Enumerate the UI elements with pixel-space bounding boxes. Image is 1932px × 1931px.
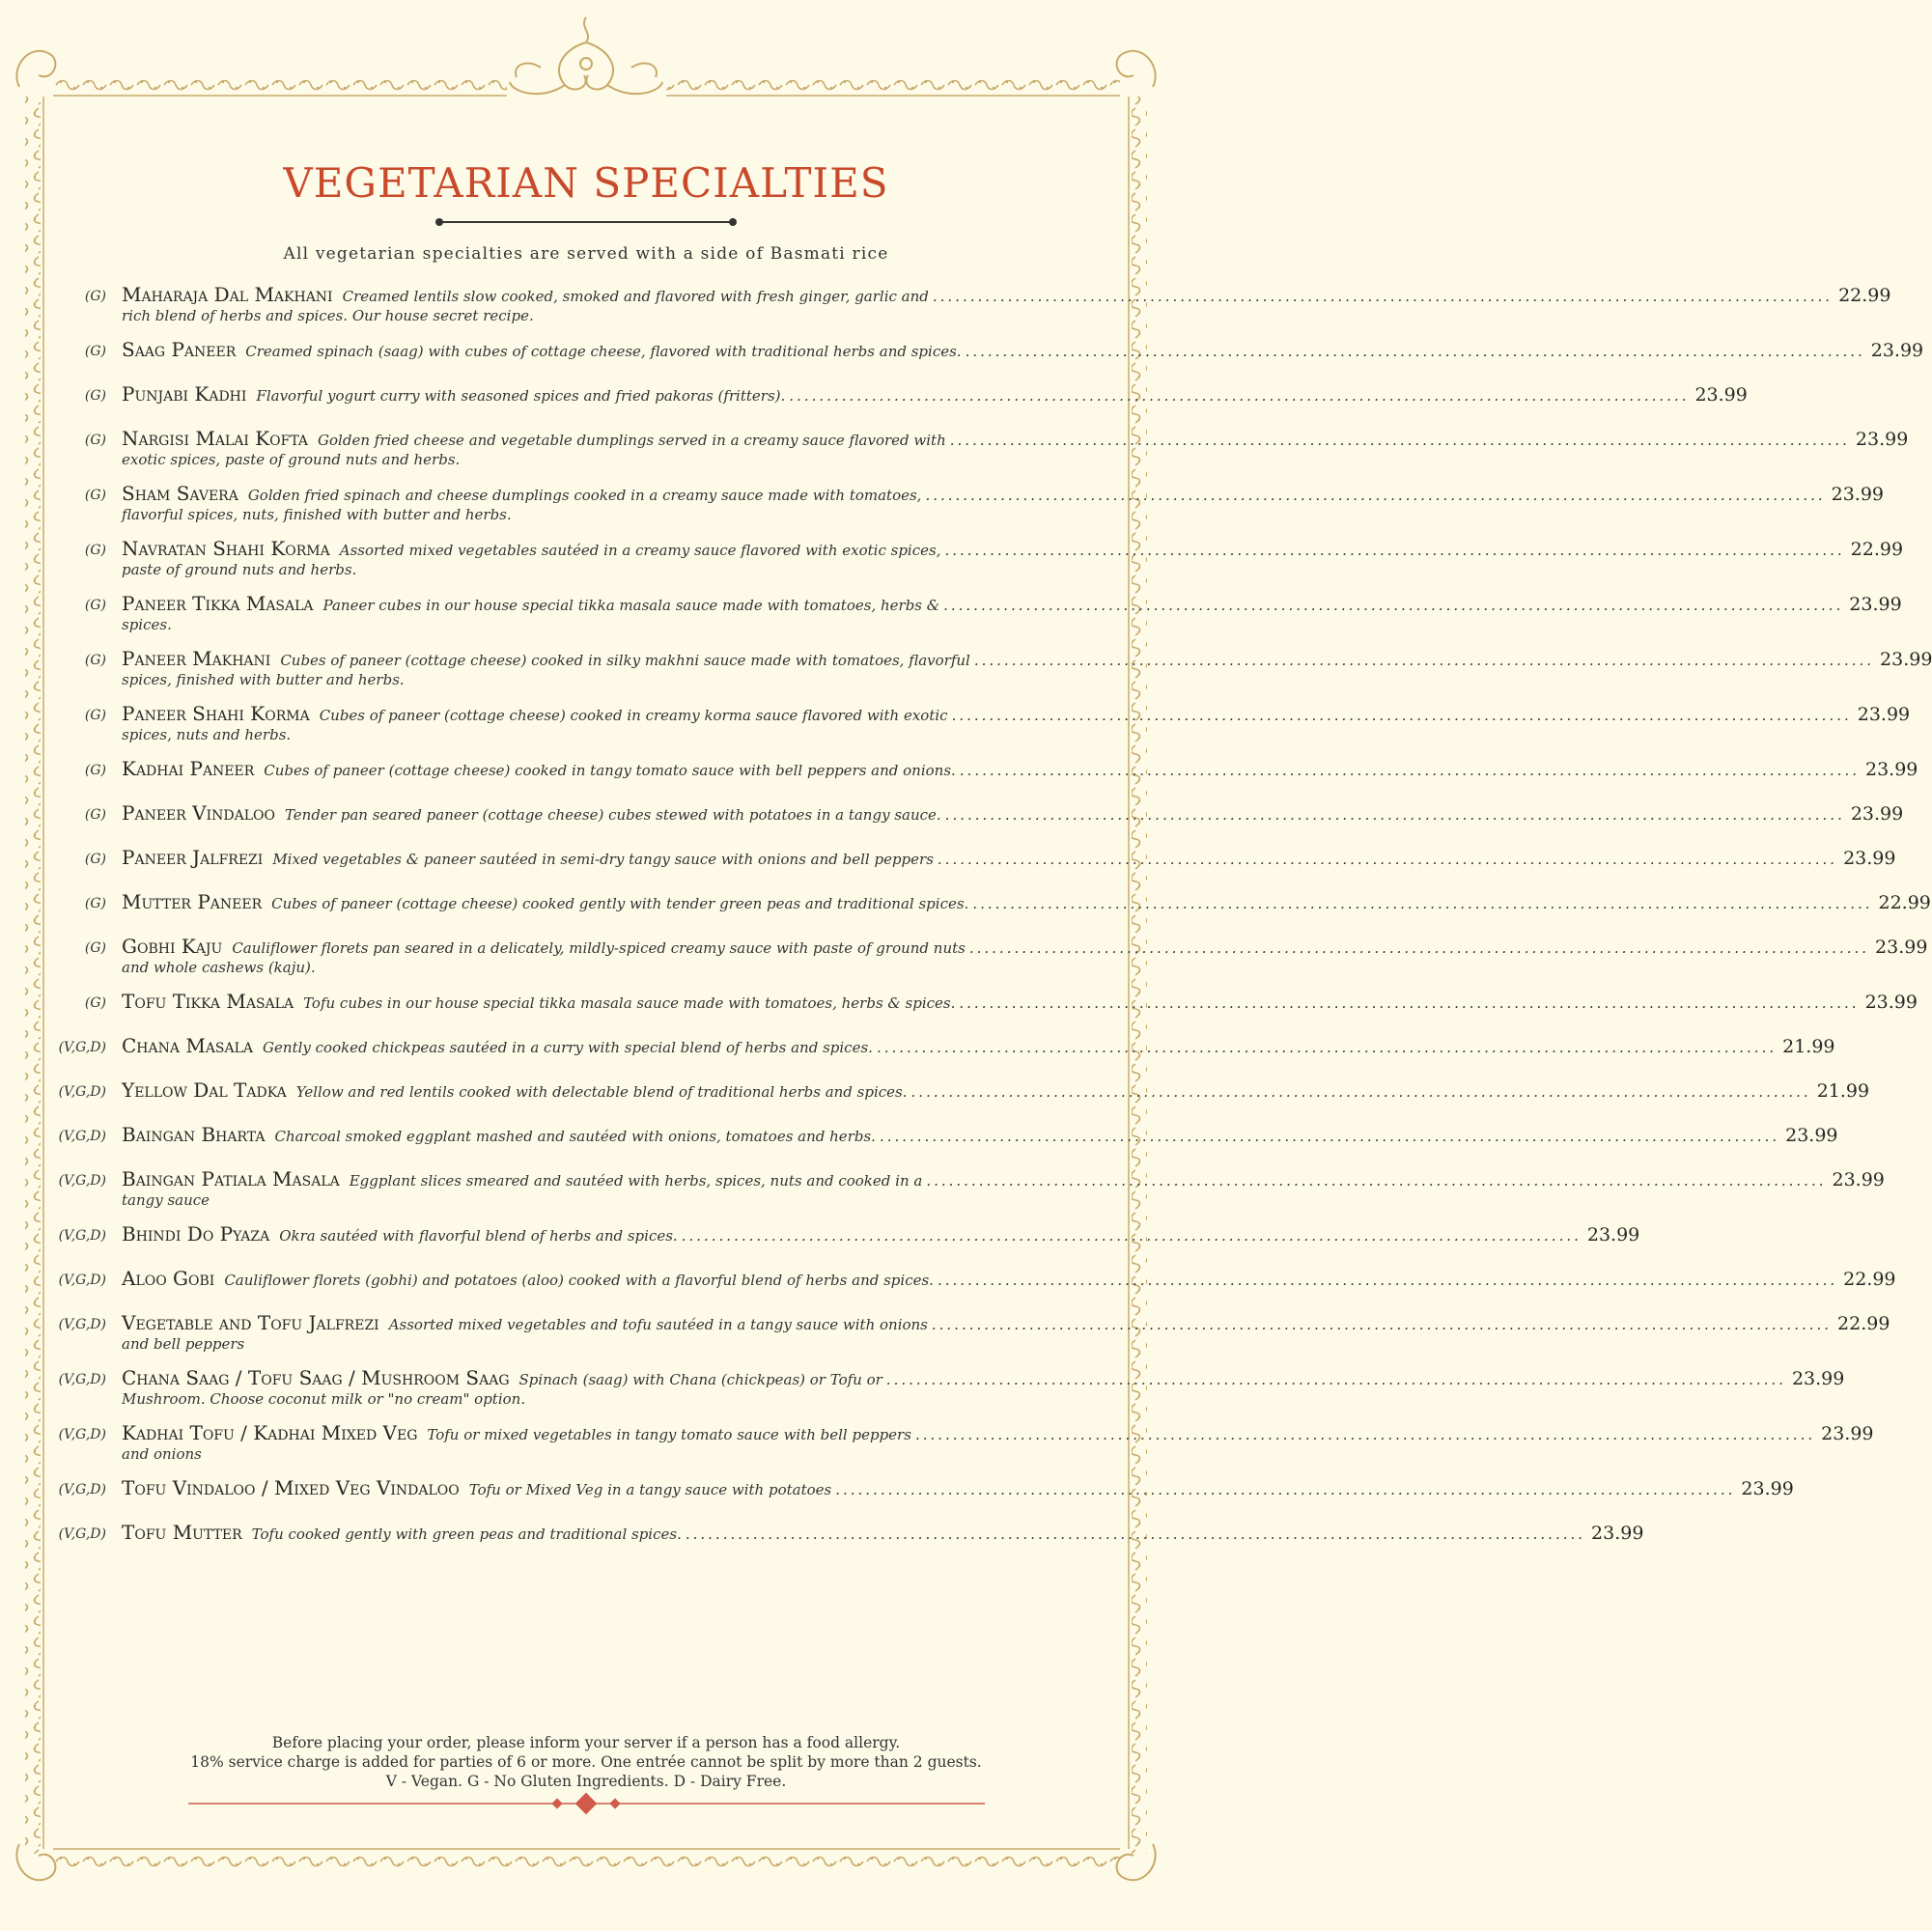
leader-dots: ........................................................................................................................ <box>944 542 1845 559</box>
dietary-tag: (G) <box>84 807 106 823</box>
menu-item <box>46 702 1911 743</box>
menu-item <box>46 801 1904 825</box>
leader-dots: ........................................................................................................................ <box>973 652 1875 669</box>
menu-item <box>46 1034 1835 1057</box>
dish-description-cont: rich blend of herbs and spices. Our house secret recipe. <box>122 307 534 324</box>
dish-name: Tofu Tikka Masala <box>122 990 294 1013</box>
menu-item <box>46 1311 1890 1353</box>
dietary-tag: (G) <box>84 940 106 956</box>
dish-name: Nargisi Malai Kofta <box>122 427 309 450</box>
dish-description: Cubes of paneer (cottage cheese) cooked in creamy korma sauce flavored with exotic <box>319 707 948 724</box>
dish-price: 23.99 <box>1849 594 1902 615</box>
dish-description-cont: Mushroom. Choose coconut milk or "no cream" option. <box>122 1390 526 1408</box>
leader-dots: ........................................................................................................................ <box>789 387 1690 405</box>
dietary-tag: (G) <box>84 763 106 778</box>
dish-price: 22.99 <box>1838 285 1891 306</box>
dish-price: 22.99 <box>1850 539 1904 560</box>
dish-price: 23.99 <box>1843 848 1896 869</box>
dish-description: Flavorful yogurt curry with seasoned spices and fried pakoras (fritters). <box>256 387 786 405</box>
dish-name: Paneer Makhani <box>122 647 271 670</box>
leader-dots: ........................................................................................................................ <box>685 1525 1586 1543</box>
dish-name: Paneer Jalfrezi <box>122 846 264 869</box>
dish-price: 21.99 <box>1782 1036 1835 1057</box>
page-subtitle: All vegetarian specialties are served with a side of Basmati rice <box>283 244 889 264</box>
dish-name: Baingan Bharta <box>122 1123 266 1146</box>
dish-description: Okra sautéed with flavorful blend of herbs and spices. <box>279 1227 678 1245</box>
dish-name: Baingan Patiala Masala <box>122 1167 340 1190</box>
dish-description: Tofu cooked gently with green peas and traditional spices. <box>251 1525 682 1543</box>
menu-item <box>46 382 1748 406</box>
dietary-tag: (V,G,D) <box>58 1040 106 1055</box>
dish-description: Charcoal smoked eggplant mashed and sautéed with onions, tomatoes and herbs. <box>274 1128 876 1145</box>
dish-name: Saag Paneer <box>122 338 237 361</box>
leader-dots: ........................................................................................................................ <box>937 851 1838 868</box>
dish-price: 23.99 <box>1591 1523 1644 1544</box>
dietary-tag: (G) <box>84 708 106 723</box>
dish-name: Sham Savera <box>122 482 238 505</box>
dietary-tag: (V,G,D) <box>58 1317 106 1332</box>
leader-dots: ........................................................................................................................ <box>926 1172 1827 1189</box>
dish-name: Vegetable and Tofu Jalfrezi <box>122 1311 379 1334</box>
dietary-tag: (G) <box>84 852 106 867</box>
dietary-tag: (V,G,D) <box>58 1273 106 1288</box>
menu-item <box>46 647 1932 688</box>
dish-name: Paneer Tikka Masala <box>122 592 314 615</box>
leader-dots: ........................................................................................................................ <box>876 1039 1778 1056</box>
dish-description-cont: and whole cashews (kaju). <box>122 959 316 976</box>
menu-item <box>46 1167 1885 1209</box>
leader-dots: ........................................................................................................................ <box>931 1316 1833 1333</box>
dish-description: Eggplant slices smeared and sautéed with herbs, spices, nuts and cooked in a <box>349 1172 923 1189</box>
leader-dots: ........................................................................................................................ <box>879 1128 1780 1145</box>
dietary-tag: (G) <box>84 896 106 911</box>
dish-price: 23.99 <box>1832 1169 1885 1190</box>
dietary-tag: (G) <box>84 289 106 304</box>
menu-item <box>46 1421 1874 1463</box>
menu-item <box>46 1267 1896 1290</box>
dish-price: 23.99 <box>1880 649 1932 670</box>
dish-description-cont: spices, finished with butter and herbs. <box>122 671 405 688</box>
leader-dots: ........................................................................................................................ <box>959 762 1860 779</box>
dish-description: Cauliflower florets pan seared in a delicately, mildly-spiced creamy sauce with paste of ground nuts <box>232 939 966 957</box>
dish-name: Kadhai Paneer <box>122 757 255 780</box>
dish-description: Spinach (saag) with Chana (chickpeas) or Tofu or <box>518 1371 882 1388</box>
leader-dots: ........................................................................................................................ <box>943 597 1844 614</box>
dish-description: Tofu cubes in our house special tikka masala sauce made with tomatoes, herbs & spices. <box>303 994 956 1012</box>
dish-price: 22.99 <box>1843 1269 1896 1290</box>
menu-item <box>46 427 1909 468</box>
dish-name: Navratan Shahi Korma <box>122 537 330 560</box>
leader-dots: ........................................................................................................................ <box>951 707 1852 724</box>
dish-description: Creamed lentils slow cooked, smoked and flavored with fresh ginger, garlic and <box>342 288 929 305</box>
leader-dots: ........................................................................................................................ <box>885 1371 1786 1388</box>
menu-item <box>46 935 1928 976</box>
dish-description: Paneer cubes in our house special tikka masala sauce made with tomatoes, herbs & <box>322 597 940 614</box>
dietary-tag: (V,G,D) <box>58 1372 106 1387</box>
leader-dots: ........................................................................................................................ <box>835 1481 1736 1498</box>
dish-description: Golden fried cheese and vegetable dumplings served in a creamy sauce flavored with <box>318 432 946 449</box>
dish-description: Yellow and red lentils cooked with delectable blend of traditional herbs and spices. <box>295 1083 908 1101</box>
menu-item <box>46 990 1918 1013</box>
dish-name: Maharaja Dal Makhani <box>122 283 333 306</box>
leader-dots: ........................................................................................................................ <box>937 1272 1838 1289</box>
dish-description-cont: spices. <box>122 616 172 633</box>
menu-list <box>46 283 1932 1565</box>
dish-price: 23.99 <box>1850 803 1904 825</box>
leader-dots: ........................................................................................................................ <box>925 487 1826 504</box>
dish-description: Assorted mixed vegetables sautéed in a creamy sauce flavored with exotic spices, <box>339 542 941 559</box>
dish-description: Gently cooked chickpeas sautéed in a curry with special blend of herbs and spices. <box>263 1039 873 1056</box>
dish-name: Tofu Vindaloo / Mixed Veg Vindaloo <box>122 1476 460 1499</box>
dish-price: 21.99 <box>1816 1080 1870 1102</box>
dietary-tag: (V,G,D) <box>58 1084 106 1100</box>
dish-price: 23.99 <box>1694 384 1748 406</box>
leader-dots: ........................................................................................................................ <box>932 288 1834 305</box>
leader-dots: ........................................................................................................................ <box>972 895 1873 912</box>
menu-item <box>46 283 1891 324</box>
menu-item <box>46 1476 1794 1499</box>
dish-price: 23.99 <box>1870 340 1924 361</box>
dish-price: 23.99 <box>1875 937 1928 958</box>
dish-description: Golden fried spinach and cheese dumplings cooked in a creamy sauce made with tomatoes, <box>247 487 922 504</box>
dish-name: Yellow Dal Tadka <box>122 1078 287 1102</box>
menu-item <box>46 1521 1644 1544</box>
dish-name: Gobhi Kaju <box>122 935 223 958</box>
menu-item <box>46 1222 1640 1245</box>
leader-dots: ........................................................................................................................ <box>910 1083 1811 1101</box>
dish-name: Bhindi Do Pyaza <box>122 1222 270 1245</box>
footer-allergy-note: Before placing your order, please inform your server if a person has a food allergy. <box>271 1734 901 1751</box>
page-title: VEGETARIAN SPECIALTIES <box>283 159 889 207</box>
menu-item <box>46 757 1918 780</box>
dietary-tag: (V,G,D) <box>58 1173 106 1189</box>
leader-dots: ........................................................................................................................ <box>914 1426 1816 1443</box>
dietary-tag: (V,G,D) <box>58 1129 106 1144</box>
dietary-tag: (V,G,D) <box>58 1228 106 1244</box>
dietary-tag: (G) <box>84 598 106 613</box>
dietary-tag: (V,G,D) <box>58 1526 106 1542</box>
dish-description-cont: exotic spices, paste of ground nuts and herbs. <box>122 451 461 468</box>
dish-description: Tender pan seared paneer (cottage cheese) cubes stewed with potatoes in a tangy sauce. <box>284 806 941 824</box>
dish-description: Tofu or mixed vegetables in tangy tomato sauce with bell peppers <box>427 1426 911 1443</box>
dish-description: Creamed spinach (saag) with cubes of cottage cheese, flavored with traditional herbs and spices. <box>245 343 962 360</box>
menu-item <box>46 338 1924 361</box>
dish-price: 23.99 <box>1785 1125 1838 1146</box>
dietary-tag: (G) <box>84 388 106 404</box>
dish-description: Assorted mixed vegetables and tofu sautéed in a tangy sauce with onions <box>388 1316 928 1333</box>
dish-description-cont: tangy sauce <box>122 1191 210 1209</box>
dietary-tag: (G) <box>84 488 106 503</box>
leader-dots: ........................................................................................................................ <box>959 994 1860 1012</box>
dish-description-cont: and bell peppers <box>122 1335 245 1353</box>
menu-item <box>46 1078 1870 1102</box>
dietary-tag: (G) <box>84 344 106 359</box>
leader-dots: ........................................................................................................................ <box>681 1227 1582 1245</box>
dietary-tag: (G) <box>84 653 106 668</box>
menu-item <box>46 1366 1845 1408</box>
dish-price: 22.99 <box>1878 892 1931 913</box>
leader-dots: ........................................................................................................................ <box>949 432 1850 449</box>
dietary-tag: (V,G,D) <box>58 1482 106 1497</box>
footer-legend: V - Vegan. G - No Gluten Ingredients. D - Dairy Free. <box>385 1773 787 1790</box>
dish-name: Chana Masala <box>122 1034 254 1057</box>
dish-name: Chana Saag / Tofu Saag / Mushroom Saag <box>122 1366 510 1389</box>
dietary-tag: (G) <box>84 433 106 448</box>
dish-name: Aloo Gobi <box>122 1267 215 1290</box>
menu-item <box>46 1123 1838 1146</box>
dish-name: Kadhai Tofu / Kadhai Mixed Veg <box>122 1421 418 1444</box>
dish-name: Punjabi Kadhi <box>122 382 247 406</box>
dish-description: Cubes of paneer (cottage cheese) cooked gently with tender green peas and traditional spices. <box>271 895 969 912</box>
dish-description: Mixed vegetables & paneer sautéed in semi-dry tangy sauce with onions and bell peppers <box>272 851 934 868</box>
dish-price: 23.99 <box>1864 992 1918 1013</box>
dish-price: 23.99 <box>1791 1368 1845 1389</box>
dish-description: Cauliflower florets (gobhi) and potatoes (aloo) cooked with a flavorful blend of herbs and spices. <box>224 1272 934 1289</box>
dish-description-cont: flavorful spices, nuts, finished with butter and herbs. <box>122 506 512 523</box>
dish-description-cont: and onions <box>122 1445 202 1463</box>
dish-description-cont: spices, nuts and herbs. <box>122 726 292 743</box>
top-center-ornament <box>510 17 662 94</box>
dietary-tag: (V,G,D) <box>58 1427 106 1442</box>
menu-item <box>46 537 1904 578</box>
dish-description: Cubes of paneer (cottage cheese) cooked in tangy tomato sauce with bell peppers and onions. <box>264 762 956 779</box>
menu-item <box>46 482 1885 523</box>
leader-dots: ........................................................................................................................ <box>965 343 1865 360</box>
dish-price: 23.99 <box>1821 1423 1874 1444</box>
dish-price: 23.99 <box>1741 1478 1794 1499</box>
menu-item <box>46 890 1931 913</box>
dish-name: Paneer Vindaloo <box>122 801 275 825</box>
dish-price: 23.99 <box>1857 704 1911 725</box>
dish-name: Paneer Shahi Korma <box>122 702 310 725</box>
dietary-tag: (G) <box>84 543 106 558</box>
dish-name: Tofu Mutter <box>122 1521 242 1544</box>
dish-description: Cubes of paneer (cottage cheese) cooked in silky makhni sauce made with tomatoes, flavorful <box>280 652 970 669</box>
footer-notes <box>0 1733 1172 1791</box>
dish-price: 23.99 <box>1831 484 1885 505</box>
footer-service-note: 18% service charge is added for parties of 6 or more. One entrée cannot be split by more than 2 guests. <box>190 1753 982 1771</box>
dish-description-cont: paste of ground nuts and herbs. <box>122 561 357 578</box>
leader-dots: ........................................................................................................................ <box>968 939 1870 957</box>
dish-price: 22.99 <box>1837 1313 1890 1334</box>
dish-price: 23.99 <box>1864 759 1918 780</box>
menu-item <box>46 592 1902 633</box>
dish-description: Tofu or Mixed Veg in a tangy sauce with potatoes <box>468 1481 832 1498</box>
dish-price: 23.99 <box>1855 429 1909 450</box>
menu-item <box>46 846 1896 869</box>
leader-dots: ........................................................................................................................ <box>944 806 1845 824</box>
dish-price: 23.99 <box>1586 1224 1640 1245</box>
dish-name: Mutter Paneer <box>122 890 263 913</box>
dietary-tag: (G) <box>84 995 106 1011</box>
